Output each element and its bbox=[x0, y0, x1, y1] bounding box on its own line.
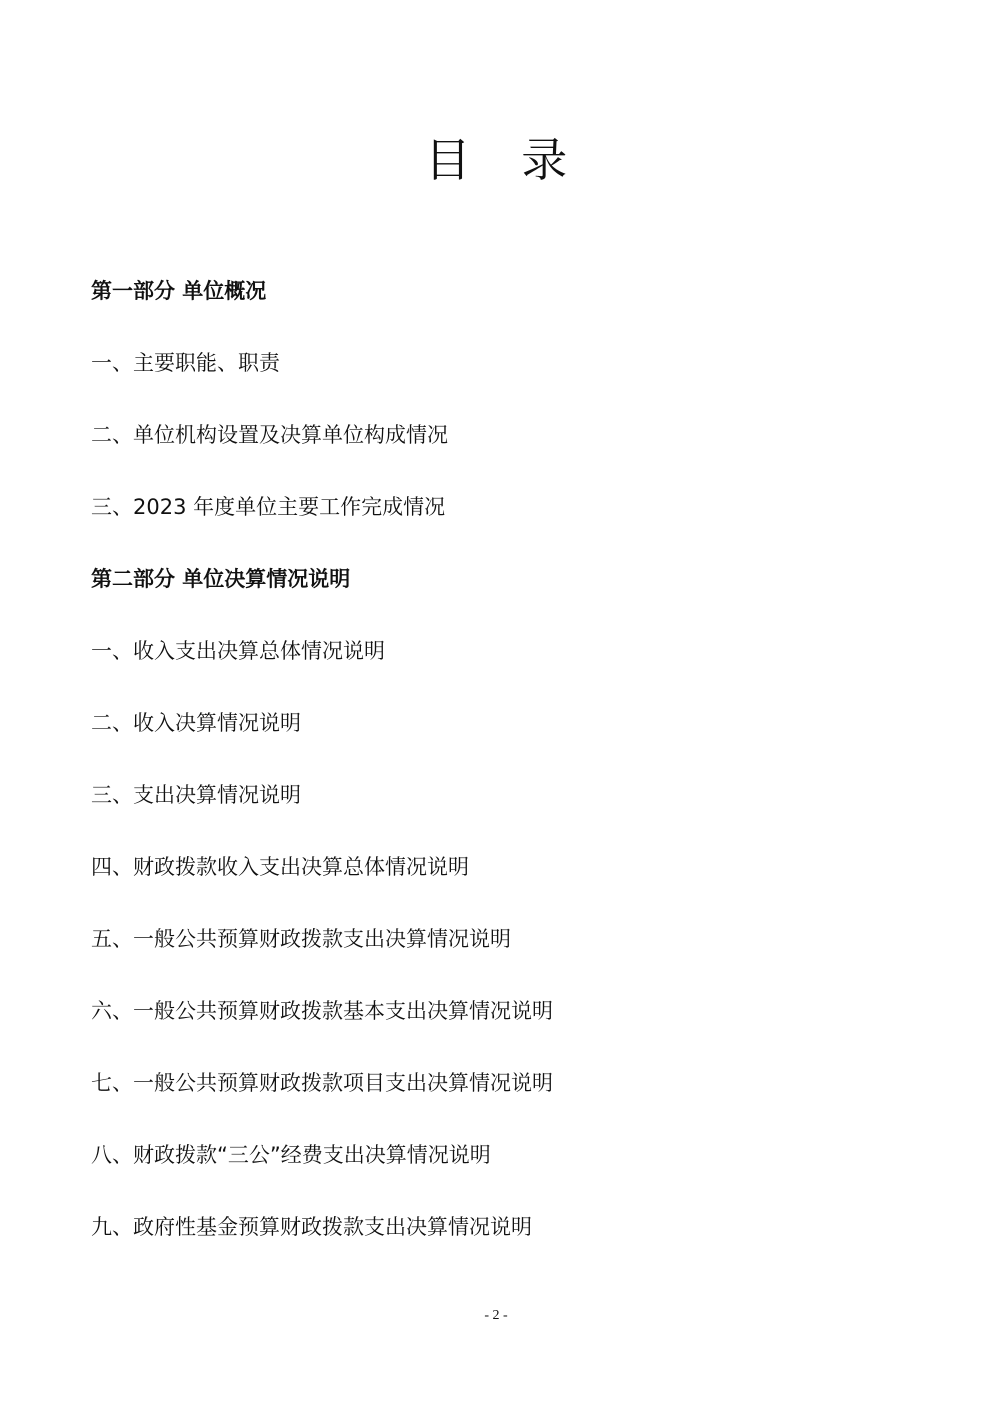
page-number: - 2 - bbox=[484, 1308, 508, 1323]
toc-item: 三、支出决算情况说明 bbox=[91, 783, 301, 807]
toc-item: 五、一般公共预算财政拨款支出决算情况说明 bbox=[91, 927, 511, 951]
toc-part-heading: 第二部分 单位决算情况说明 bbox=[91, 567, 351, 591]
toc-item: 六、一般公共预算财政拨款基本支出决算情况说明 bbox=[91, 999, 553, 1023]
toc-item: 四、财政拨款收入支出决算总体情况说明 bbox=[91, 855, 469, 879]
toc-item: 一、主要职能、职责 bbox=[91, 351, 280, 375]
table-of-contents bbox=[91, 272, 911, 1280]
toc-item: 八、财政拨款“三公”经费支出决算情况说明 bbox=[91, 1143, 491, 1167]
toc-item: 七、一般公共预算财政拨款项目支出决算情况说明 bbox=[91, 1071, 553, 1095]
page-title: 目 录 bbox=[424, 133, 586, 187]
toc-item: 二、收入决算情况说明 bbox=[91, 711, 301, 735]
toc-item: 九、政府性基金预算财政拨款支出决算情况说明 bbox=[91, 1215, 532, 1239]
toc-item: 三、2023 年度单位主要工作完成情况 bbox=[91, 495, 446, 519]
toc-item: 二、单位机构设置及决算单位构成情况 bbox=[91, 423, 448, 447]
toc-item: 一、收入支出决算总体情况说明 bbox=[91, 639, 385, 663]
toc-part-heading: 第一部分 单位概况 bbox=[91, 279, 267, 303]
